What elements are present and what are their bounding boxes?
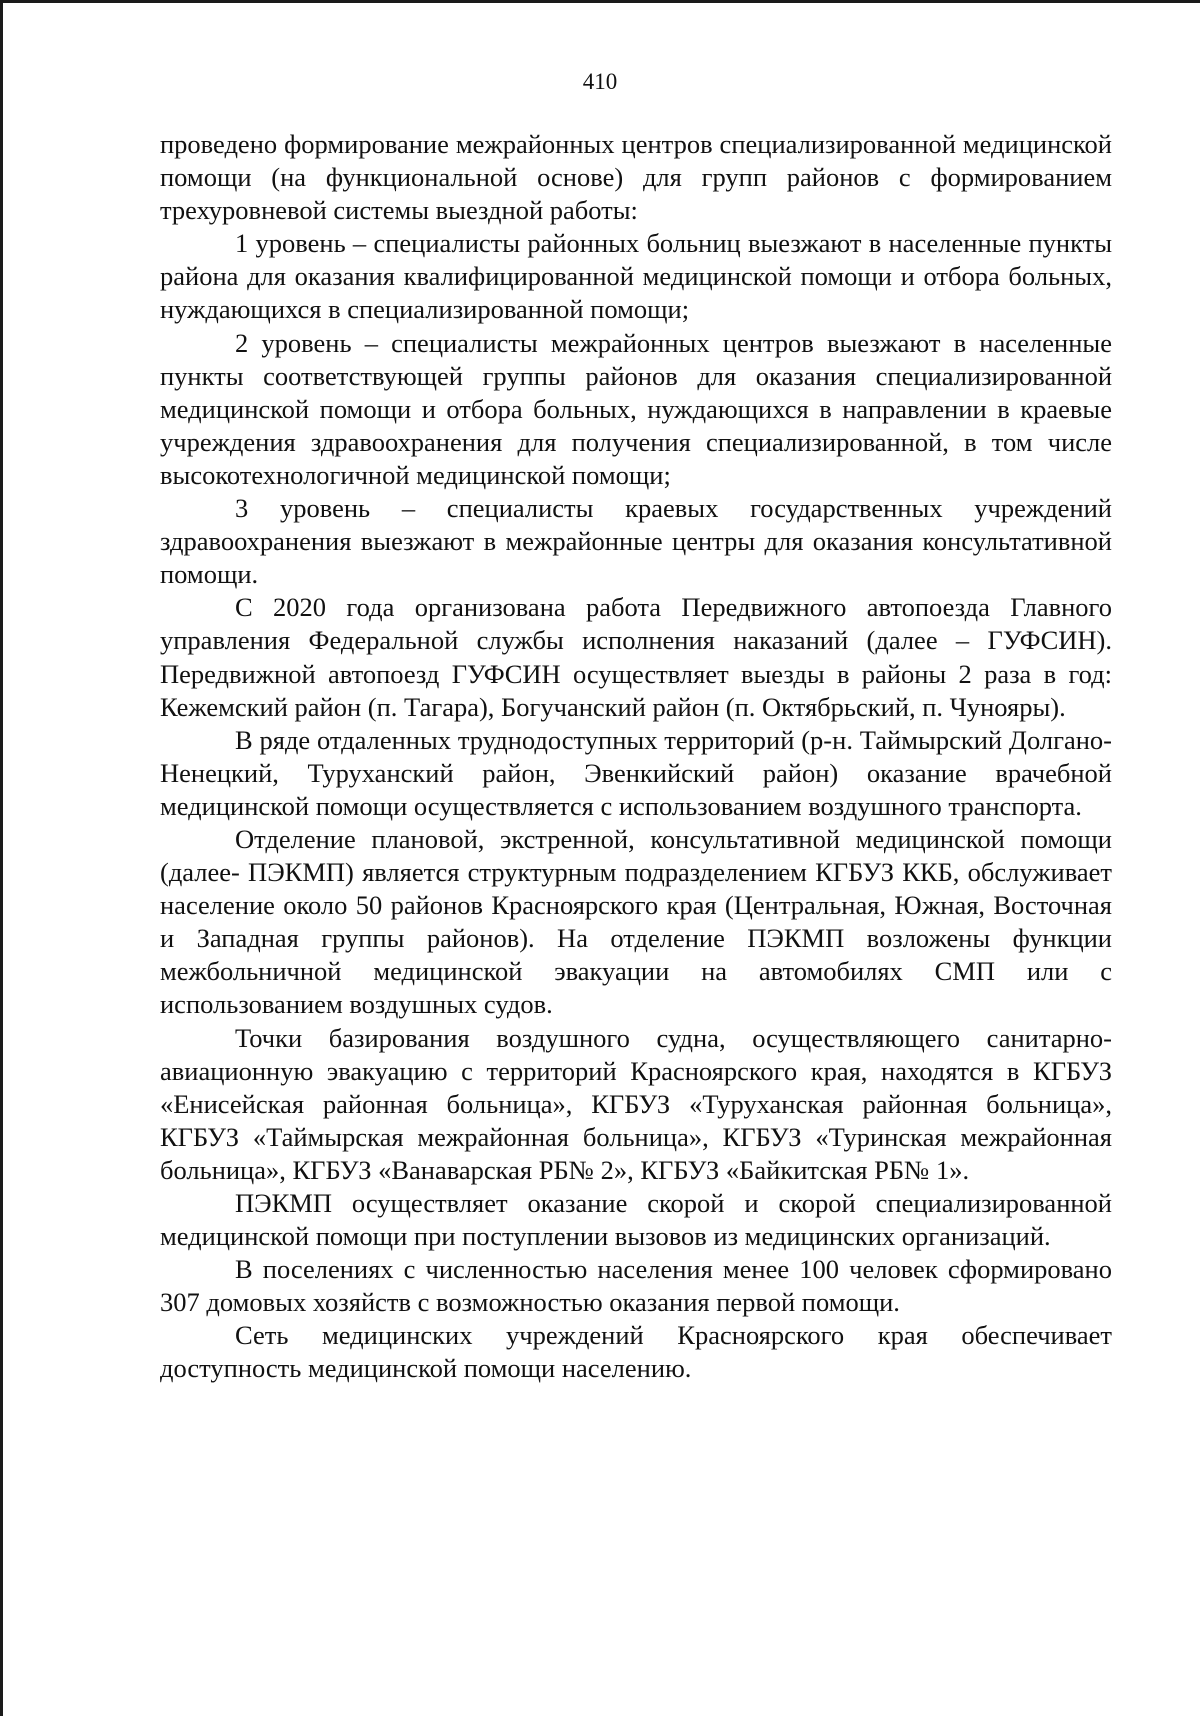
paragraph-air-transport: В ряде отдаленных труднодоступных территорий (р-н. Таймырский Долгано-Ненецкий, Туруханский район, Эвенкийский район) оказание врачебной медицинской помощи осуществляется с использованием воздушного транспорта. <box>160 724 1112 821</box>
paragraph-pekmp-services: ПЭКМП осуществляет оказание скорой и скорой специализированной медицинской помощи при поступлении вызовов из медицинских организаций. <box>160 1188 1112 1252</box>
paragraph-network: Сеть медицинских учреждений Красноярского края обеспечивает доступность медицинской помощи населению. <box>160 1320 1112 1384</box>
paragraph-intro: проведено формирование межрайонных центров специализированной медицинской помощи (на функциональной основе) для групп районов с формированием трехуровневой системы выездной работы: <box>160 129 1112 226</box>
paragraph-aircraft-bases: Точки базирования воздушного судна, осуществляющего санитарно-авиационную эвакуацию с территорий Красноярского края, находятся в КГБУЗ «Енисейская районная больница», КГБУЗ «Туруханская районная больница», КГБУЗ «Таймырская межрайонная больница», КГБУЗ «Туринская межрайонная больница», КГБУЗ «Ванаварская РБ№ 2», КГБУЗ «Байкитская РБ№ 1». <box>160 1022 1112 1185</box>
paragraph-households: В поселениях с численностью населения менее 100 человек сформировано 307 домовых хозяйств с возможностью оказания первой помощи. <box>160 1254 1112 1318</box>
page-number: 410 <box>582 69 618 94</box>
paragraph-level-1: 1 уровень – специалисты районных больниц выезжают в населенные пункты района для оказания квалифицированной медицинской помощи и отбора больных, нуждающихся в специализированной помощи; <box>160 228 1112 325</box>
document-body <box>160 128 1112 1386</box>
paragraph-gufsin: С 2020 года организована работа Передвижного автопоезда Главного управления Федеральной службы исполнения наказаний (далее – ГУФСИН). Передвижной автопоезд ГУФСИН осуществляет выезды в районы 2 раза в год: Кежемский район (п. Тагара), Богучанский район (п. Октябрьский, п. Чунояры). <box>160 592 1112 722</box>
paragraph-pekmp: Отделение плановой, экстренной, консультативной медицинской помощи (далее- ПЭКМП) является структурным подразделением КГБУЗ ККБ, обслуживает население около 50 районов Красноярского края (Центральная, Южная, Восточная и Западная группы районов). На отделение ПЭКМП возложены функции межбольничной медицинской эвакуации на автомобилях СМП или с использованием воздушных судов. <box>160 823 1112 1020</box>
scan-border-top <box>0 0 1200 3</box>
scan-border-left <box>0 0 3 1716</box>
paragraph-level-2: 2 уровень – специалисты межрайонных центров выезжают в населенные пункты соответствующей группы районов для оказания специализированной медицинской помощи и отбора больных, нуждающихся в направлении в краевые учреждения здравоохранения для получения специализированной, в том числе высокотехнологичной медицинской помощи; <box>160 327 1112 490</box>
paragraph-level-3: 3 уровень – специалисты краевых государственных учреждений здравоохранения выезжают в межрайонные центры для оказания консультативной помощи. <box>160 493 1112 590</box>
